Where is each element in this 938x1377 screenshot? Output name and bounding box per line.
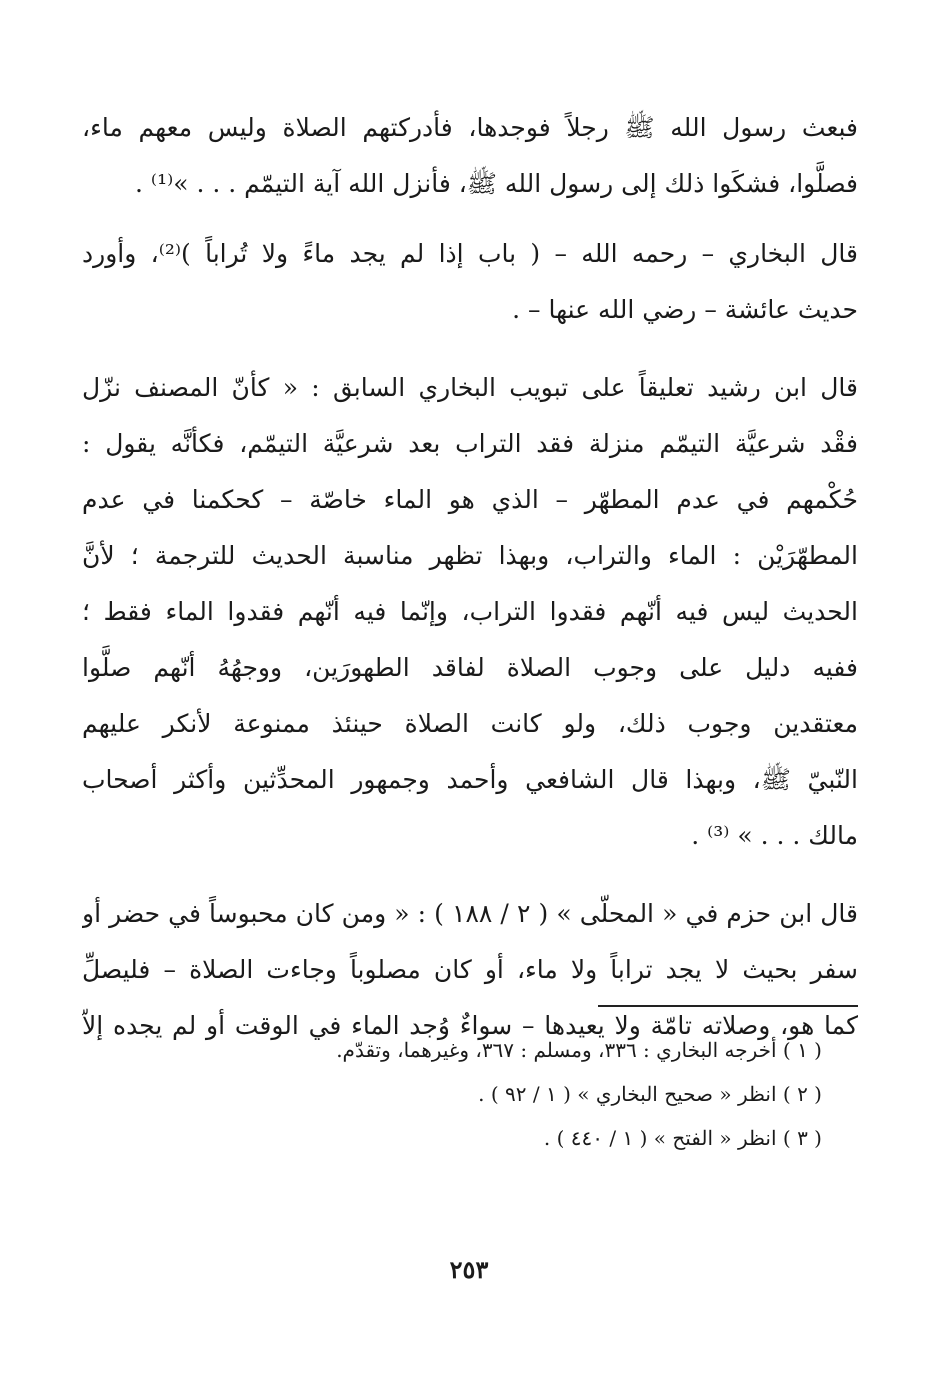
page-number: ٢٥٣ <box>449 1255 489 1284</box>
text-line: مالك . . . » ⁽³⁾ . <box>691 821 858 850</box>
text-line: فبعث رسول الله ﷺ رجلاً فوجدها، فأدركتهم الصلاة وليس معهم ماء، <box>82 113 858 142</box>
text-line: قال البخاري – رحمه الله – ( باب إذا لم يجد ماءً ولا تُراباً )⁽²⁾، وأورد <box>82 239 858 268</box>
text-line: فقْد شرعيَّة التيمّم منزلة فقد التراب بعد شرعيَّة التيمّم، فكأنَّه يقول : <box>82 429 858 458</box>
text-line: النّبيّ ﷺ، وبهذا قال الشافعي وأحمد وجمهور المحدِّثين وأكثر أصحاب <box>82 765 858 794</box>
text-line: معتقدين وجوب ذلك، ولو كانت الصلاة حينئذ ممنوعة لأنكر عليهم <box>82 709 858 738</box>
footnotes <box>82 1028 822 1160</box>
paragraph-2 <box>82 226 858 338</box>
footnote-3: ( ٣ ) انظر « الفتح » ( ١ / ٤٤٠ ) . <box>543 1126 822 1150</box>
text-line: كما هو، وصلاته تامّة ولا يعيدها – سواءٌ وُجد الماء في الوقت أو لم يجده إلاّ <box>82 1011 858 1040</box>
footnote-1: ( ١ ) أخرجه البخاري : ٣٣٦، ومسلم : ٣٦٧، وغيرهما، وتقدّم. <box>336 1038 822 1062</box>
text-line: الحديث ليس فيه أنّهم فقدوا التراب، وإنّما فيه أنّهم فقدوا الماء فقط ؛ <box>82 597 858 626</box>
footnote-2: ( ٢ ) انظر « صحيح البخاري » ( ١ / ٩٢ ) . <box>478 1082 822 1106</box>
text-line: قال ابن حزم في « المحلّى » ( ٢ / ١٨٨ ) : « ومن كان محبوساً في حضر أو <box>82 899 858 928</box>
paragraph-1 <box>82 100 858 212</box>
text-line: حديث عائشة – رضي الله عنها – . <box>512 295 858 324</box>
text-line: سفر بحيث لا يجد تراباً ولا ماء، أو كان مصلوباً وجاءت الصلاة – فليصلِّ <box>82 955 858 984</box>
text-line: ففيه دليل على وجوب الصلاة لفاقد الطهورَين، ووجهُهُ أنّهم صلَّوا <box>82 653 858 682</box>
text-line: حُكْمهم في عدم المطهّر – الذي هو الماء خاصّة – كحكمنا في عدم <box>82 485 858 514</box>
page-body <box>82 100 858 1054</box>
text-line: قال ابن رشيد تعليقاً على تبويب البخاري السابق : « كأنّ المصنف نزّل <box>82 373 858 402</box>
paragraph-3 <box>82 360 858 864</box>
text-line: فصلَّوا، فشكَوا ذلك إلى رسول الله ﷺ، فأنزل الله آية التيمّم . . . »⁽¹⁾ . <box>135 169 858 198</box>
text-line: المطهّرَيْن : الماء والتراب، وبهذا تظهر مناسبة الحديث للترجمة ؛ لأنَّ <box>82 541 858 570</box>
